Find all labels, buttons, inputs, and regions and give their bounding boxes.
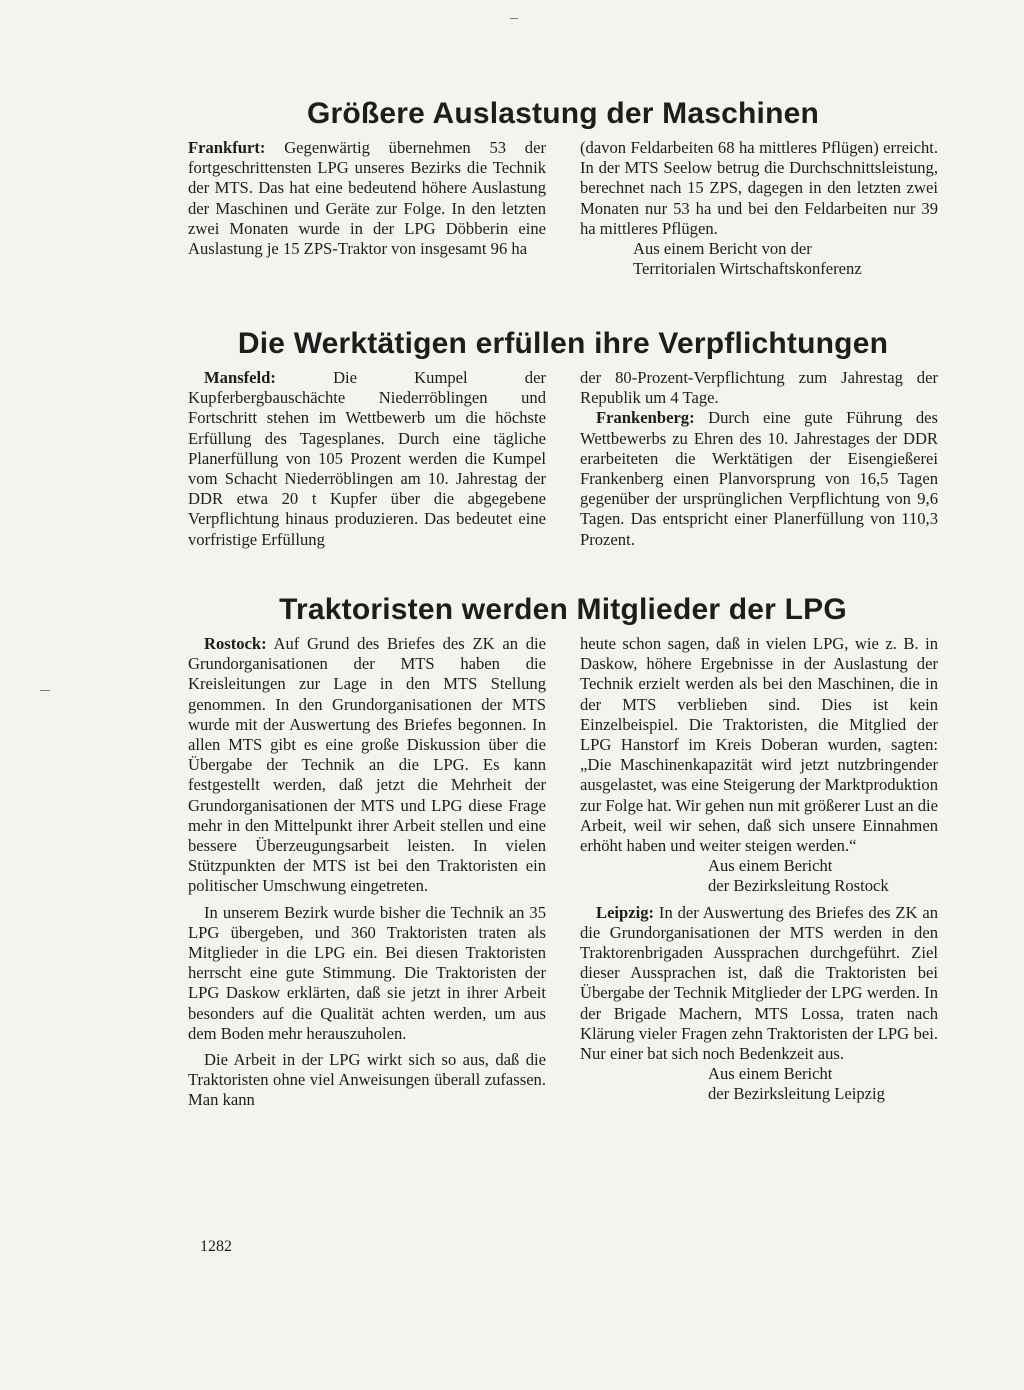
- article-1-source: [580, 239, 938, 279]
- paragraph-text: In der Auswertung des Briefes des ZK an die Grundorganisationen der MTS werden in den Traktorenbrigaden Aussprachen durchgeführt. Ziel dieser Aussprachen ist, daß die Traktoristen bei Übergabe der Technik Mitglieder der LPG werden. In der Brigade Machern, MTS Lossa, traten nach Klärung vieler Fragen zehn Traktoristen der LPG bei. Nur einer bat sich noch Bedenkzeit aus.: [580, 902, 938, 1064]
- place-name: Frankfurt:: [188, 138, 266, 157]
- paragraph-text: Auf Grund des Briefes des ZK an die Grundorganisationen der MTS haben die Kreisleitungen zur Lage in den MTS Stellung genommen. In den Grundorganisationen der MTS wurde mit der Auswertung des Briefes begonnen. In allen MTS gibt es eine große Diskussion über die Übergabe der Technik an die LPG. Es kann festgestellt werden, daß jetzt die Mehrheit der Grundorganisationen der MTS und LPG diese Frage mehr in den Mittelpunkt ihrer Arbeit stellen und eine bessere Überzeugungsarbeit leisten. In vielen Stützpunkten der MTS ist bei den Traktoristen ein politischer Umschwung eingetreten.: [188, 634, 546, 896]
- place-name: Mansfeld:: [204, 368, 276, 387]
- paragraph: In unserem Bezirk wurde bisher die Technik an 35 LPG übergeben, und 360 Traktoristen traten als Mitglieder in die LPG ein. Bei diesen Traktoristen herrscht eine gute Stimmung. Die Traktoristen der LPG Daskow erklärten, daß sie jetzt in ihrer Arbeit besonders auf die Qualität achten werden, um aus dem Boden mehr herauszuholen.: [188, 902, 546, 1043]
- article-1: [188, 96, 938, 279]
- paragraph: [188, 634, 546, 897]
- paragraph: [580, 903, 938, 1065]
- article-3-source-rostock: [580, 856, 938, 896]
- article-2-right-column: [580, 368, 938, 550]
- paragraph-text: (davon Feldarbeiten 68 ha mittleres Pflügen) erreicht. In der MTS Seelow betrug die Durchschnittsleistung, berechnet nach 15 ZPS, dagegen in den letzten zwei Monaten nur 53 ha und bei den Feldarbeiten nur 39 ha mittleres Pflügen.: [580, 138, 938, 238]
- place-name: Leipzig:: [596, 902, 655, 922]
- scan-mark: [510, 18, 518, 19]
- article-3-source-leipzig: [580, 1064, 938, 1104]
- paragraph-text: der 80-Prozent-Verpflichtung zum Jahrestag der Republik um 4 Tage.: [580, 368, 938, 408]
- article-2-left-column: [188, 368, 546, 550]
- article-3-left-column: [188, 634, 546, 1111]
- place-name: Rostock:: [204, 634, 267, 653]
- article-3-right-column: [580, 634, 938, 1111]
- article-2-columns: [188, 368, 938, 550]
- paragraph: [188, 368, 546, 550]
- paragraph: [580, 138, 938, 239]
- source-line: Aus einem Bericht: [708, 1064, 833, 1084]
- paragraph-text: Gegenwärtig übernehmen 53 der fortgeschrittensten LPG unseres Bezirks die Technik der MTS. Das hat eine bedeutend höhere Auslastung der Maschinen und Geräte zur Folge. In den letzten zwei Monaten wurde in der LPG Döbberin eine Auslastung je 15 ZPS-Traktor von insgesamt 96 ha: [188, 138, 546, 259]
- paragraph: [188, 138, 546, 259]
- paragraph-text: heute schon sagen, daß in vielen LPG, wie z. B. in Daskow, höhere Ergebnisse in der Auslastung der Technik erzielt werden als bei den Maschinen, die in der MTS verblieben sind. Dies ist kein Einzelbeispiel. Die Traktoristen, die Mitglied der LPG Hanstorf im Kreis Doberan wurden, sagten: „Die Maschinenkapazität wird jetzt nutzbringender ausgelastet, was eine Steigerung der Marktproduktion zur Folge hat. Wir gehen nun mit größerer Lust an die Arbeit, weil wir sehen, daß sich unsere Einnahmen erhöht haben und weiter steigen werden.“: [580, 634, 938, 856]
- article-2: [188, 326, 938, 550]
- article-3-columns: [188, 634, 938, 1111]
- page-number: 1282: [200, 1238, 232, 1255]
- source-line: Aus einem Bericht von der: [633, 239, 812, 259]
- paragraph: [580, 408, 938, 549]
- article-1-left-column: [188, 138, 546, 279]
- article-1-headline: Größere Auslastung der Maschinen: [306, 97, 820, 130]
- paragraph-text: Durch eine gute Führung des Wettbewerbs zu Ehren des 10. Jahrestages der DDR erarbeiteten die Werktätigen der Eisengießerei Frankenberg einen Planvorsprung von 16,5 Tagen gegenüber der ursprünglichen Verpflichtung von 9,6 Tagen. Das entspricht einer Planerfüllung von 110,3 Prozent.: [580, 408, 938, 549]
- source-line: Aus einem Bericht: [708, 856, 833, 876]
- article-1-right-column: [580, 138, 938, 279]
- source-line: der Bezirksleitung Rostock: [708, 876, 889, 896]
- paragraph: [580, 368, 938, 408]
- place-name: Frankenberg:: [596, 408, 695, 428]
- paragraph: [580, 634, 938, 856]
- source-line: Territorialen Wirtschaftskonferenz: [633, 259, 862, 279]
- scan-mark: [40, 690, 50, 691]
- article-3-headline: Traktoristen werden Mitglieder der LPG: [279, 593, 847, 626]
- article-2-headline: Die Werktätigen erfüllen ihre Verpflichtungen: [237, 327, 889, 360]
- paragraph: Die Arbeit in der LPG wirkt sich so aus, daß die Traktoristen ohne viel Anweisungen überall zufassen. Man kann: [188, 1050, 546, 1110]
- article-1-columns: [188, 138, 938, 279]
- paragraph-text: Die Kumpel der Kupferbergbauschächte Niederröblingen und Fortschritt stehen im Wettbewerb um die höchste Erfüllung des Tagesplanes. Durch eine tägliche Planerfüllung von 105 Prozent werden die Kumpel vom Schacht Niederröblingen am 10. Jahrestag der DDR etwa 20 t Kupfer über die abgegebene Verpflichtung hinaus produzieren. Das bedeutet eine vorfristige Erfüllung: [188, 368, 546, 549]
- source-line: der Bezirksleitung Leipzig: [708, 1084, 885, 1104]
- article-3: [188, 592, 938, 1111]
